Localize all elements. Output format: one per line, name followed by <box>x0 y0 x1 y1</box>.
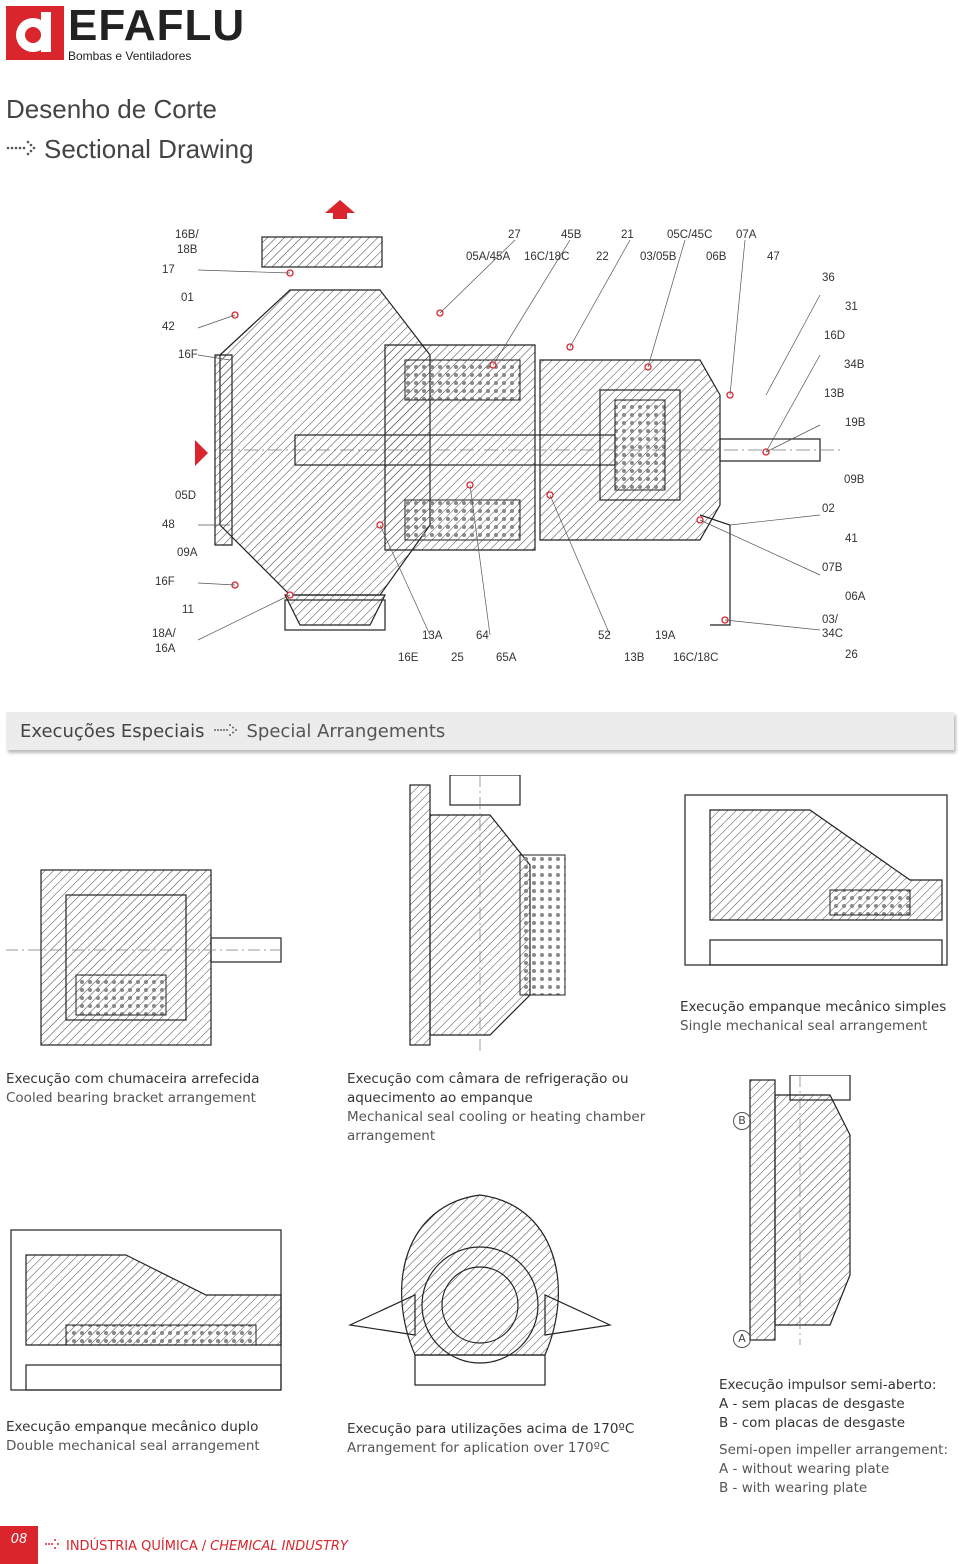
caption-single-seal <box>680 998 946 1036</box>
part-label: 06A <box>845 591 866 603</box>
part-label: 13B <box>824 388 845 400</box>
footer-en: CHEMICAL INDUSTRY <box>210 1538 348 1554</box>
part-label: 02 <box>822 503 835 515</box>
caption-chamber <box>347 1070 645 1146</box>
cooled-bearing-drawing <box>6 850 286 1050</box>
page-title-pt: Desenho de Corte <box>6 94 218 124</box>
part-label: 16F <box>178 349 198 361</box>
part-label: 34C <box>822 628 844 640</box>
caption-en: Mechanical seal cooling or heating chamber <box>347 1109 646 1125</box>
page-footer <box>0 1526 348 1564</box>
caption-en: arrangement <box>347 1128 436 1144</box>
caption-pt: Execução com chumaceira arrefecida <box>6 1071 260 1087</box>
caption-pt: Execução empanque mecânico simples <box>680 999 947 1015</box>
part-label: 64 <box>476 630 489 642</box>
special-title-en: Special Arrangements <box>246 720 446 742</box>
part-label: 03/ <box>822 614 838 626</box>
part-label: 09B <box>844 474 865 486</box>
part-label: 34B <box>844 359 865 371</box>
part-label: 31 <box>845 301 858 313</box>
part-label: 45B <box>561 229 582 241</box>
part-label: 26 <box>845 649 858 661</box>
part-label: 52 <box>598 630 611 642</box>
part-label: 17 <box>162 264 175 276</box>
part-label: 21 <box>621 229 634 241</box>
part-label: 48 <box>162 519 175 531</box>
part-label: 36 <box>822 272 835 284</box>
part-label: 03/05B <box>640 251 677 263</box>
part-label: 16C/18C <box>673 652 719 664</box>
semi-open-impeller-drawing <box>740 1075 880 1345</box>
brand-subtitle: Bombas e Ventiladores <box>68 49 192 63</box>
caption-pt: aquecimento ao empanque <box>347 1090 533 1106</box>
special-title-pt: Execuções Especiais <box>20 720 205 742</box>
caption-en: Double mechanical seal arrangement <box>6 1438 260 1454</box>
dotted-arrow-icon <box>44 1538 62 1554</box>
dotted-arrow-icon <box>6 134 38 165</box>
footer-sep: / <box>201 1538 207 1554</box>
part-label: 05D <box>175 490 197 502</box>
high-temp-drawing <box>345 1185 615 1405</box>
part-label: 13B <box>624 652 645 664</box>
part-label: 09A <box>177 547 198 559</box>
part-label: 05C/45C <box>667 229 713 241</box>
part-label: 25 <box>451 652 464 664</box>
part-label: 01 <box>181 292 194 304</box>
part-label: 16B/ <box>175 229 199 241</box>
footer-text <box>44 1536 348 1554</box>
double-seal-drawing <box>6 1225 286 1395</box>
caption-semi-open <box>719 1376 948 1498</box>
brand-logo-mark <box>6 6 64 60</box>
caption-pt: Execução com câmara de refrigeração ou <box>347 1071 629 1087</box>
part-label: 05A/45A <box>466 251 511 263</box>
part-label: 18B <box>177 244 198 256</box>
caption-pt: B - com placas de desgaste <box>719 1415 906 1431</box>
caption-en: Semi-open impeller arrangement: <box>719 1442 948 1458</box>
page-title-en: Sectional Drawing <box>44 134 254 164</box>
caption-cooled <box>6 1070 260 1108</box>
part-label: 16A <box>155 643 176 655</box>
marker-a: A <box>733 1330 751 1348</box>
part-label: 11 <box>182 604 194 616</box>
part-label: 18A/ <box>152 628 176 640</box>
part-label: 42 <box>162 321 175 333</box>
part-label: 07A <box>736 229 757 241</box>
caption-high-temp <box>347 1420 634 1458</box>
brand-name: EFAFLU <box>68 1 246 50</box>
caption-en: Arrangement for aplication over 170ºC <box>347 1440 610 1456</box>
caption-en: B - with wearing plate <box>719 1480 868 1496</box>
part-label: 47 <box>767 251 780 263</box>
part-label: 65A <box>496 652 517 664</box>
caption-en: Cooled bearing bracket arrangement <box>6 1090 256 1106</box>
part-label: 19A <box>655 630 676 642</box>
part-label: 06B <box>706 251 727 263</box>
page-title-en-row <box>6 134 254 165</box>
part-label: 22 <box>596 251 609 263</box>
caption-pt: A - sem placas de desgaste <box>719 1396 905 1412</box>
marker-b: B <box>733 1112 751 1130</box>
caption-pt: Execução para utilizações acima de 170ºC <box>347 1421 635 1437</box>
part-label: 27 <box>508 229 521 241</box>
part-label: 41 <box>845 533 858 545</box>
dotted-arrow-icon <box>213 721 239 742</box>
caption-pt: Execução impulsor semi-aberto: <box>719 1377 937 1393</box>
part-label: 16F <box>155 576 175 588</box>
page-number: 08 <box>0 1526 38 1564</box>
special-arrangements-header <box>6 712 954 750</box>
cooling-chamber-drawing <box>370 775 590 1055</box>
caption-double-seal <box>6 1418 260 1456</box>
part-label: 19B <box>845 417 866 429</box>
part-label: 07B <box>822 562 843 574</box>
part-label: 16E <box>398 652 419 664</box>
part-label: 13A <box>422 630 443 642</box>
part-label: 16C/18C <box>524 251 570 263</box>
single-seal-drawing <box>680 790 952 970</box>
part-label: 16D <box>824 330 846 342</box>
footer-pt: INDÚSTRIA QUÍMICA <box>66 1538 198 1554</box>
sectional-drawing <box>140 195 860 675</box>
caption-en: Single mechanical seal arrangement <box>680 1018 928 1034</box>
caption-pt: Execução empanque mecânico duplo <box>6 1419 259 1435</box>
caption-en: A - without wearing plate <box>719 1461 890 1477</box>
